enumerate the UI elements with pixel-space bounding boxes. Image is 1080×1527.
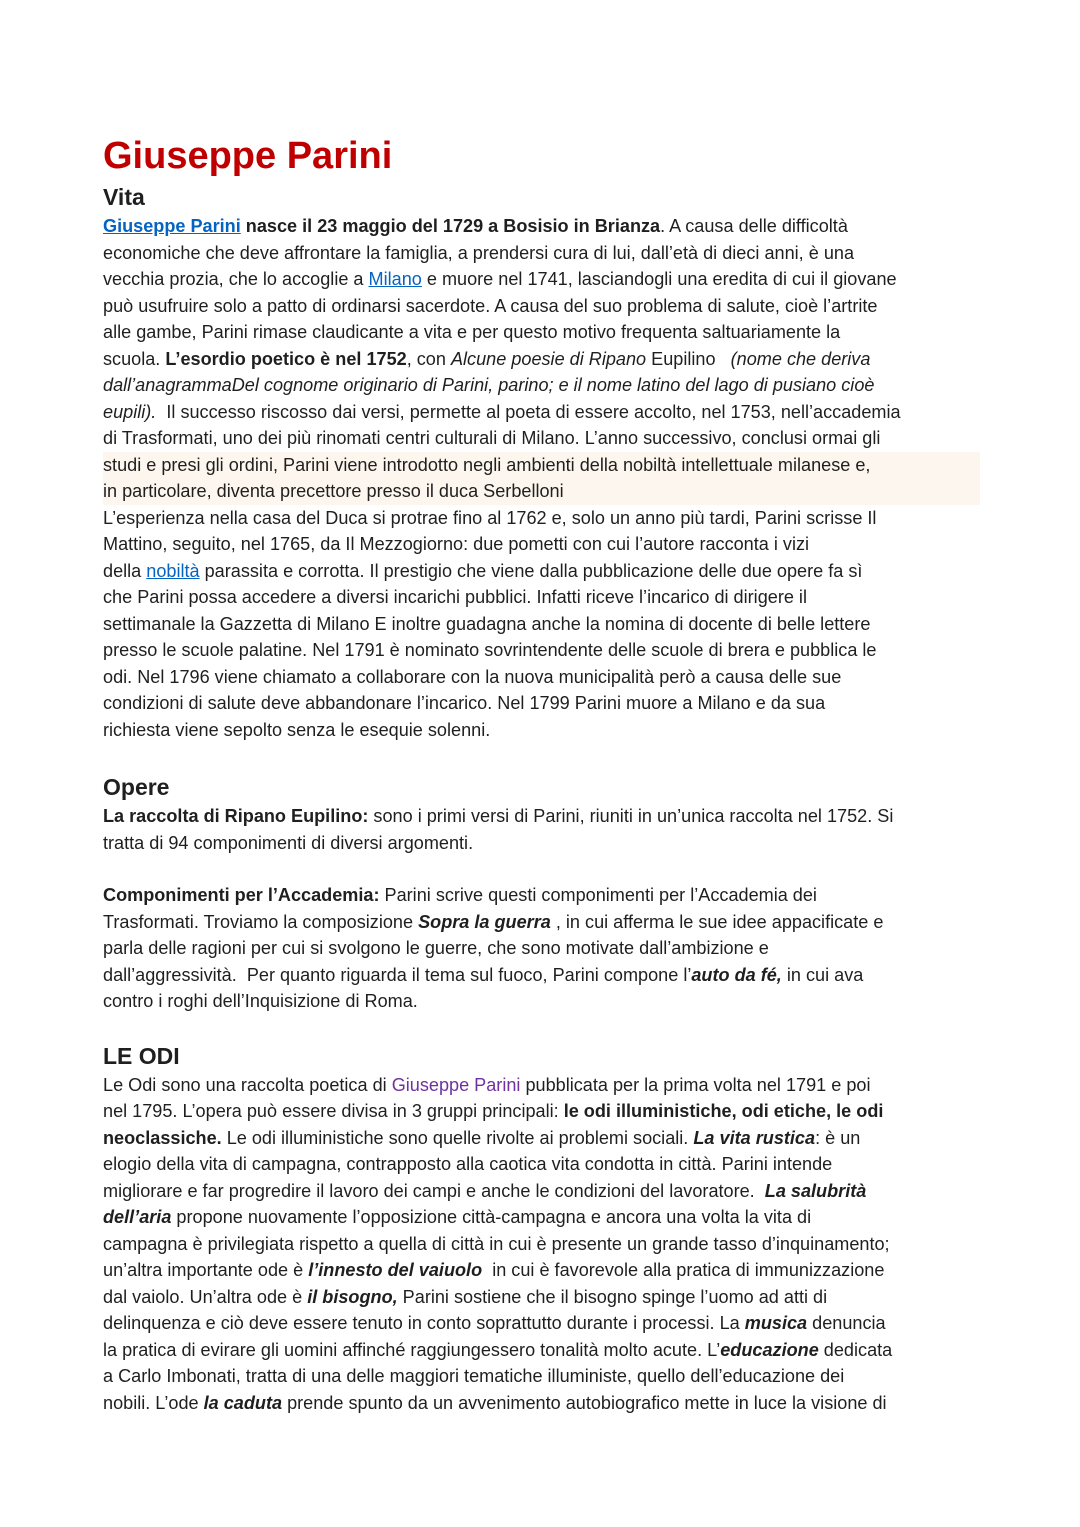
text-run: Le odi illuministiche sono quelle rivolte ai problemi sociali. [221, 1127, 694, 1148]
text-line [103, 266, 980, 293]
link-milano[interactable]: Milano [368, 269, 422, 289]
text-bold-italic: La salubrità [764, 1180, 867, 1201]
text-run: dedicata [818, 1339, 893, 1360]
page-title: Giuseppe Parini [103, 135, 393, 177]
text-line [103, 213, 980, 240]
text-line: settimanale la Gazzetta di Milano E inoltre guadagna anche la nomina di docente di belle lettere [103, 613, 871, 634]
text-bold: le odi illuministiche, odi etiche, le odi [563, 1101, 884, 1121]
section-vita [103, 183, 980, 743]
text-bold-italic: il bisogno, [307, 1286, 398, 1307]
text-run: , con [406, 348, 451, 369]
paragraph-odi [103, 1072, 980, 1417]
text-run: e muore nel 1741, lasciandogli una eredita di cui il giovane [421, 269, 897, 289]
text-run: nel 1795. L’opera può essere divisa in 3 gruppi principali: [103, 1101, 564, 1121]
section-opere [103, 773, 980, 1015]
text-line: richiesta viene sepolto senza le esequie solenni. [103, 719, 491, 740]
text-run: la pratica di evirare gli uomini affinché raggiungessero tonalità molto acute. L’ [103, 1339, 721, 1360]
text-bold-italic: auto da fé, [691, 964, 782, 985]
text-line: dall’anagrammaDel cognome originario di Parini, parino; e il nome latino del lago di pusiano cioè [103, 375, 875, 395]
text-line [103, 399, 980, 426]
text-bold: L’esordio poetico è nel 1752 [165, 348, 407, 369]
text-run: sono i primi versi di Parini, riuniti in un’unica raccolta nel 1752. Si [368, 806, 894, 826]
paragraph-vita [103, 213, 980, 743]
text-run: in cui è favorevole alla pratica di immunizzazione [482, 1260, 885, 1280]
heading-le-odi: LE ODI [103, 1042, 180, 1069]
text-run: pubblicata per la prima volta nel 1791 e poi [520, 1074, 871, 1095]
text-line [103, 1284, 980, 1311]
text-line [103, 558, 980, 585]
text-run: prende spunto da un avvenimento autobiografico mette in luce la visione di [282, 1392, 887, 1413]
text-run: scuola. [103, 348, 166, 369]
text-line: alle gambe, Parini rimase claudicante a vita e per questo motivo frequenta saltuariamente la [103, 322, 841, 342]
text-line [103, 1125, 980, 1152]
text-run: . A causa delle difficoltà [660, 216, 848, 236]
text-run: dal vaiolo. Un’altra ode è [103, 1286, 308, 1307]
text-line: campagna è privilegiata rispetto a quella di città in cui è presente un grande tasso d’inquinamento; [103, 1233, 890, 1254]
text-run: nobili. L’ode [103, 1392, 204, 1413]
text-line [103, 962, 980, 989]
text-bold-italic: musica [744, 1313, 808, 1333]
text-line: in particolare, diventa precettore presso il duca Serbelloni [103, 478, 980, 505]
text-line [103, 1257, 980, 1284]
text-line: tratta di 94 componimenti di diversi argomenti. [103, 832, 474, 853]
text-bold: nasce il 23 maggio del 1729 a Bosisio in Brianza [240, 216, 661, 236]
text-line [103, 1178, 980, 1205]
text-bold-italic: educazione [720, 1339, 819, 1360]
text-author-name: Giuseppe Parini [391, 1074, 521, 1095]
text-line [103, 1337, 980, 1364]
text-run: Parini scrive questi componimenti per l’Accademia dei [379, 885, 817, 905]
text-line: di Trasformati, uno dei più rinomati centri culturali di Milano. L’anno successivo, conclusi ormai gli [103, 428, 881, 448]
text-run: vecchia prozia, che lo accoglie a [103, 269, 369, 289]
text-line: condizioni di salute deve abbandonare l’incarico. Nel 1799 Parini muore a Milano e da sua [103, 693, 826, 713]
text-line [103, 909, 980, 936]
heading-vita: Vita [103, 184, 145, 210]
text-line: studi e presi gli ordini, Parini viene introdotto negli ambienti della nobiltà intellettuale milanese e, [103, 452, 980, 479]
text-line [103, 1204, 980, 1231]
paragraph-accademia [103, 882, 980, 1015]
text-bold: Componimenti per l’Accademia: [103, 885, 380, 905]
text-italic: (nome che deriva [730, 348, 871, 369]
text-run: in cui ava [781, 964, 864, 985]
text-line [103, 1390, 980, 1417]
text-bold-italic: l’innesto del vaiuolo [308, 1260, 483, 1280]
text-run: Trasformati. Troviamo la composizione [103, 911, 419, 932]
text-line: che Parini possa accedere a diversi incarichi pubblici. Infatti riceve l’incarico di dirigere il [103, 587, 807, 607]
text-line: economiche che deve affrontare la famiglia, a prendersi cura di lui, dall’età di dieci anni, è una [103, 242, 855, 263]
text-line [103, 1098, 980, 1125]
text-bold-italic: la caduta [203, 1392, 283, 1413]
text-bold-italic: Sopra la guerra [418, 911, 551, 932]
text-line: odi. Nel 1796 viene chiamato a collaborare con la nuova municipalità però a causa delle sue [103, 666, 842, 687]
text-run: parassita e corrotta. Il prestigio che viene dalla pubblicazione delle due opere fa sì [199, 560, 863, 581]
text-line: elogio della vita di campagna, contrapposto alla caotica vita condotta in città. Parini intende [103, 1154, 833, 1174]
text-run: Il successo riscosso dai versi, permette al poeta di essere accolto, nel 1753, nell’accademia [156, 401, 901, 422]
link-giuseppe-parini[interactable]: Giuseppe Parini [103, 216, 241, 236]
text-run: Eupilino [646, 348, 731, 369]
text-italic: eupili). [103, 401, 157, 422]
text-run: denuncia [807, 1313, 886, 1333]
text-line: presso le scuole palatine. Nel 1791 è nominato sovrintendente delle scuole di brera e pubblica le [103, 640, 877, 660]
text-run: propone nuovamente l’opposizione città-campagna e ancora una volta la vita di [171, 1207, 812, 1227]
text-line: Mattino, seguito, nel 1765, da Il Mezzogiorno: due pometti con cui l’autore racconta i vizi [103, 534, 810, 554]
text-line: può usufruire solo a patto di ordinarsi sacerdote. A causa del suo problema di salute, cioè l’artrite [103, 295, 878, 316]
text-italic: Alcune poesie di Ripano [450, 348, 647, 369]
text-run: un’altra importante ode è [103, 1260, 309, 1280]
text-bold-italic: dell’aria [103, 1207, 172, 1227]
text-line [103, 1072, 980, 1099]
paragraph-ripano-eupilino [103, 803, 980, 856]
text-line [103, 803, 980, 830]
text-run: migliorare e far progredire il lavoro dei campi e anche le condizioni del lavoratore. [103, 1180, 765, 1201]
text-bold: neoclassiche. [103, 1127, 222, 1148]
text-run: dall’aggressività. Per quanto riguarda il tema sul fuoco, Parini compone l’ [103, 964, 692, 985]
section-odi [103, 1042, 980, 1417]
text-bold: La raccolta di Ripano Eupilino: [103, 806, 369, 826]
text-run: : è un [815, 1127, 861, 1148]
link-nobilta[interactable]: nobiltà [146, 560, 200, 581]
text-line [103, 882, 980, 909]
text-run: Le Odi sono una raccolta poetica di [103, 1074, 392, 1095]
text-run: , in cui afferma le sue idee appacificate e [550, 911, 884, 932]
text-run: della [103, 560, 147, 581]
text-line: contro i roghi dell’Inquisizione di Roma. [103, 991, 418, 1011]
text-line: a Carlo Imbonati, tratta di una delle maggiori tematiche illuministe, quello dell’educazione dei [103, 1366, 845, 1386]
text-line: L’esperienza nella casa del Duca si protrae fino al 1762 e, solo un anno più tardi, Parini scrisse Il [103, 507, 877, 528]
paragraph-gap [103, 856, 980, 882]
text-line: parla delle ragioni per cui si svolgono le guerre, che sono motivate dall’ambizione e [103, 938, 769, 958]
heading-opere: Opere [103, 774, 170, 800]
text-run: delinquenza e ciò deve essere tenuto in conto soprattutto durante i processi. La [103, 1313, 745, 1333]
text-bold-italic: La vita rustica [693, 1127, 816, 1148]
text-line [103, 1310, 980, 1337]
text-run: Parini sostiene che il bisogno spinge l’uomo ad atti di [397, 1286, 828, 1307]
text-line [103, 346, 980, 373]
